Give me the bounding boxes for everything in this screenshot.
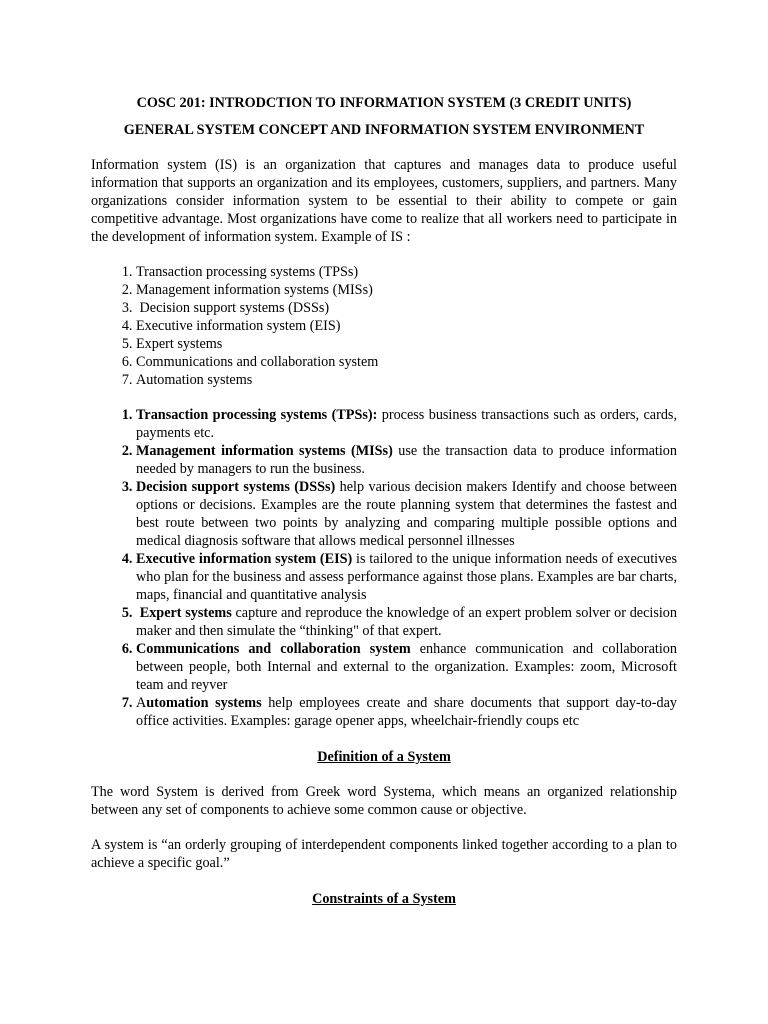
list-item [136, 640, 677, 694]
detail-term: utomation systems [146, 695, 262, 711]
list-item [136, 406, 677, 442]
detail-text: help various decision makers Identify and choose between options or decisions. Examples are the route planning system that determines the fastest and best route between two points by analyzing and comparing multiple possible options and medical diagnosis software that allows medical personnel illnesses [136, 479, 677, 549]
detail-term: Transaction processing systems (TPSs): [136, 407, 378, 423]
detail-term: Expert systems [136, 605, 232, 621]
detail-text: process business transactions such as orders, cards, payments etc. [136, 407, 677, 441]
list-item [136, 442, 677, 478]
detail-text: help employees create and share documents that support day-to-day office activities. Examples: garage opener apps, wheelchair-friendly coups etc [136, 695, 677, 729]
list-item [136, 550, 677, 604]
list-item: 2. Management information systems (MISs) [136, 281, 677, 299]
list-item: 1. Transaction processing systems (TPSs) [136, 263, 677, 281]
list-item: 3. Decision support systems (DSSs) [136, 299, 677, 317]
detail-term: Executive information system (EIS) [136, 551, 353, 567]
detail-term: Communications and collaboration system [136, 641, 411, 657]
definition-heading: Definition of a System [317, 749, 451, 765]
list-item: 4. Executive information system (EIS) [136, 317, 677, 335]
constraints-heading: Constraints of a System [312, 891, 456, 907]
detail-text: is tailored to the unique information needs of executives who plan for the business and assess performance against those plans. Examples are bar charts, maps, financial and quantitative analysis [136, 551, 677, 603]
course-title: COSC 201: INTRODCTION TO INFORMATION SYSTEM (3 CREDIT UNITS) [136, 95, 632, 111]
list-item [136, 604, 677, 640]
definition-paragraph-2: A system is “an orderly grouping of interdependent components linked together according to a plan to achieve a specific goal.” [91, 837, 677, 871]
list-item: 5. Expert systems [136, 335, 677, 353]
details-list [91, 406, 677, 730]
detail-term: Decision support systems (DSSs) [136, 479, 336, 495]
detail-term: Management information systems (MISs) [136, 443, 393, 459]
detail-text: use the transaction data to produce information needed by managers to run the business. [136, 443, 677, 477]
list-item: 7. Automation systems [136, 371, 677, 389]
list-item: 6. Communications and collaboration system [136, 353, 677, 371]
list-item [136, 694, 677, 730]
list-item [136, 478, 677, 550]
section-title: GENERAL SYSTEM CONCEPT AND INFORMATION SYSTEM ENVIRONMENT [123, 122, 645, 138]
examples-list [91, 263, 677, 389]
detail-text: capture and reproduce the knowledge of an expert problem solver or decision maker and then simulate the “thinking" of that expert. [136, 605, 677, 639]
detail-text: enhance communication and collaboration between people, both Internal and external to the organization. Examples: zoom, Microsoft team and reyver [136, 641, 677, 693]
intro-paragraph: Information system (IS) is an organization that captures and manages data to produce useful information that supports an organization and its employees, customers, suppliers, and partners. Many organizations consider information system to be essential to their ability to compete or gain competitive advantage. Most organizations have come to realize that all workers need to participate in the development of information system. Example of IS : [91, 157, 677, 245]
detail-prefix: A [136, 695, 147, 711]
definition-paragraph-1: The word System is derived from Greek word Systema, which means an organized relationship between any set of components to achieve some common cause or objective. [91, 784, 677, 818]
